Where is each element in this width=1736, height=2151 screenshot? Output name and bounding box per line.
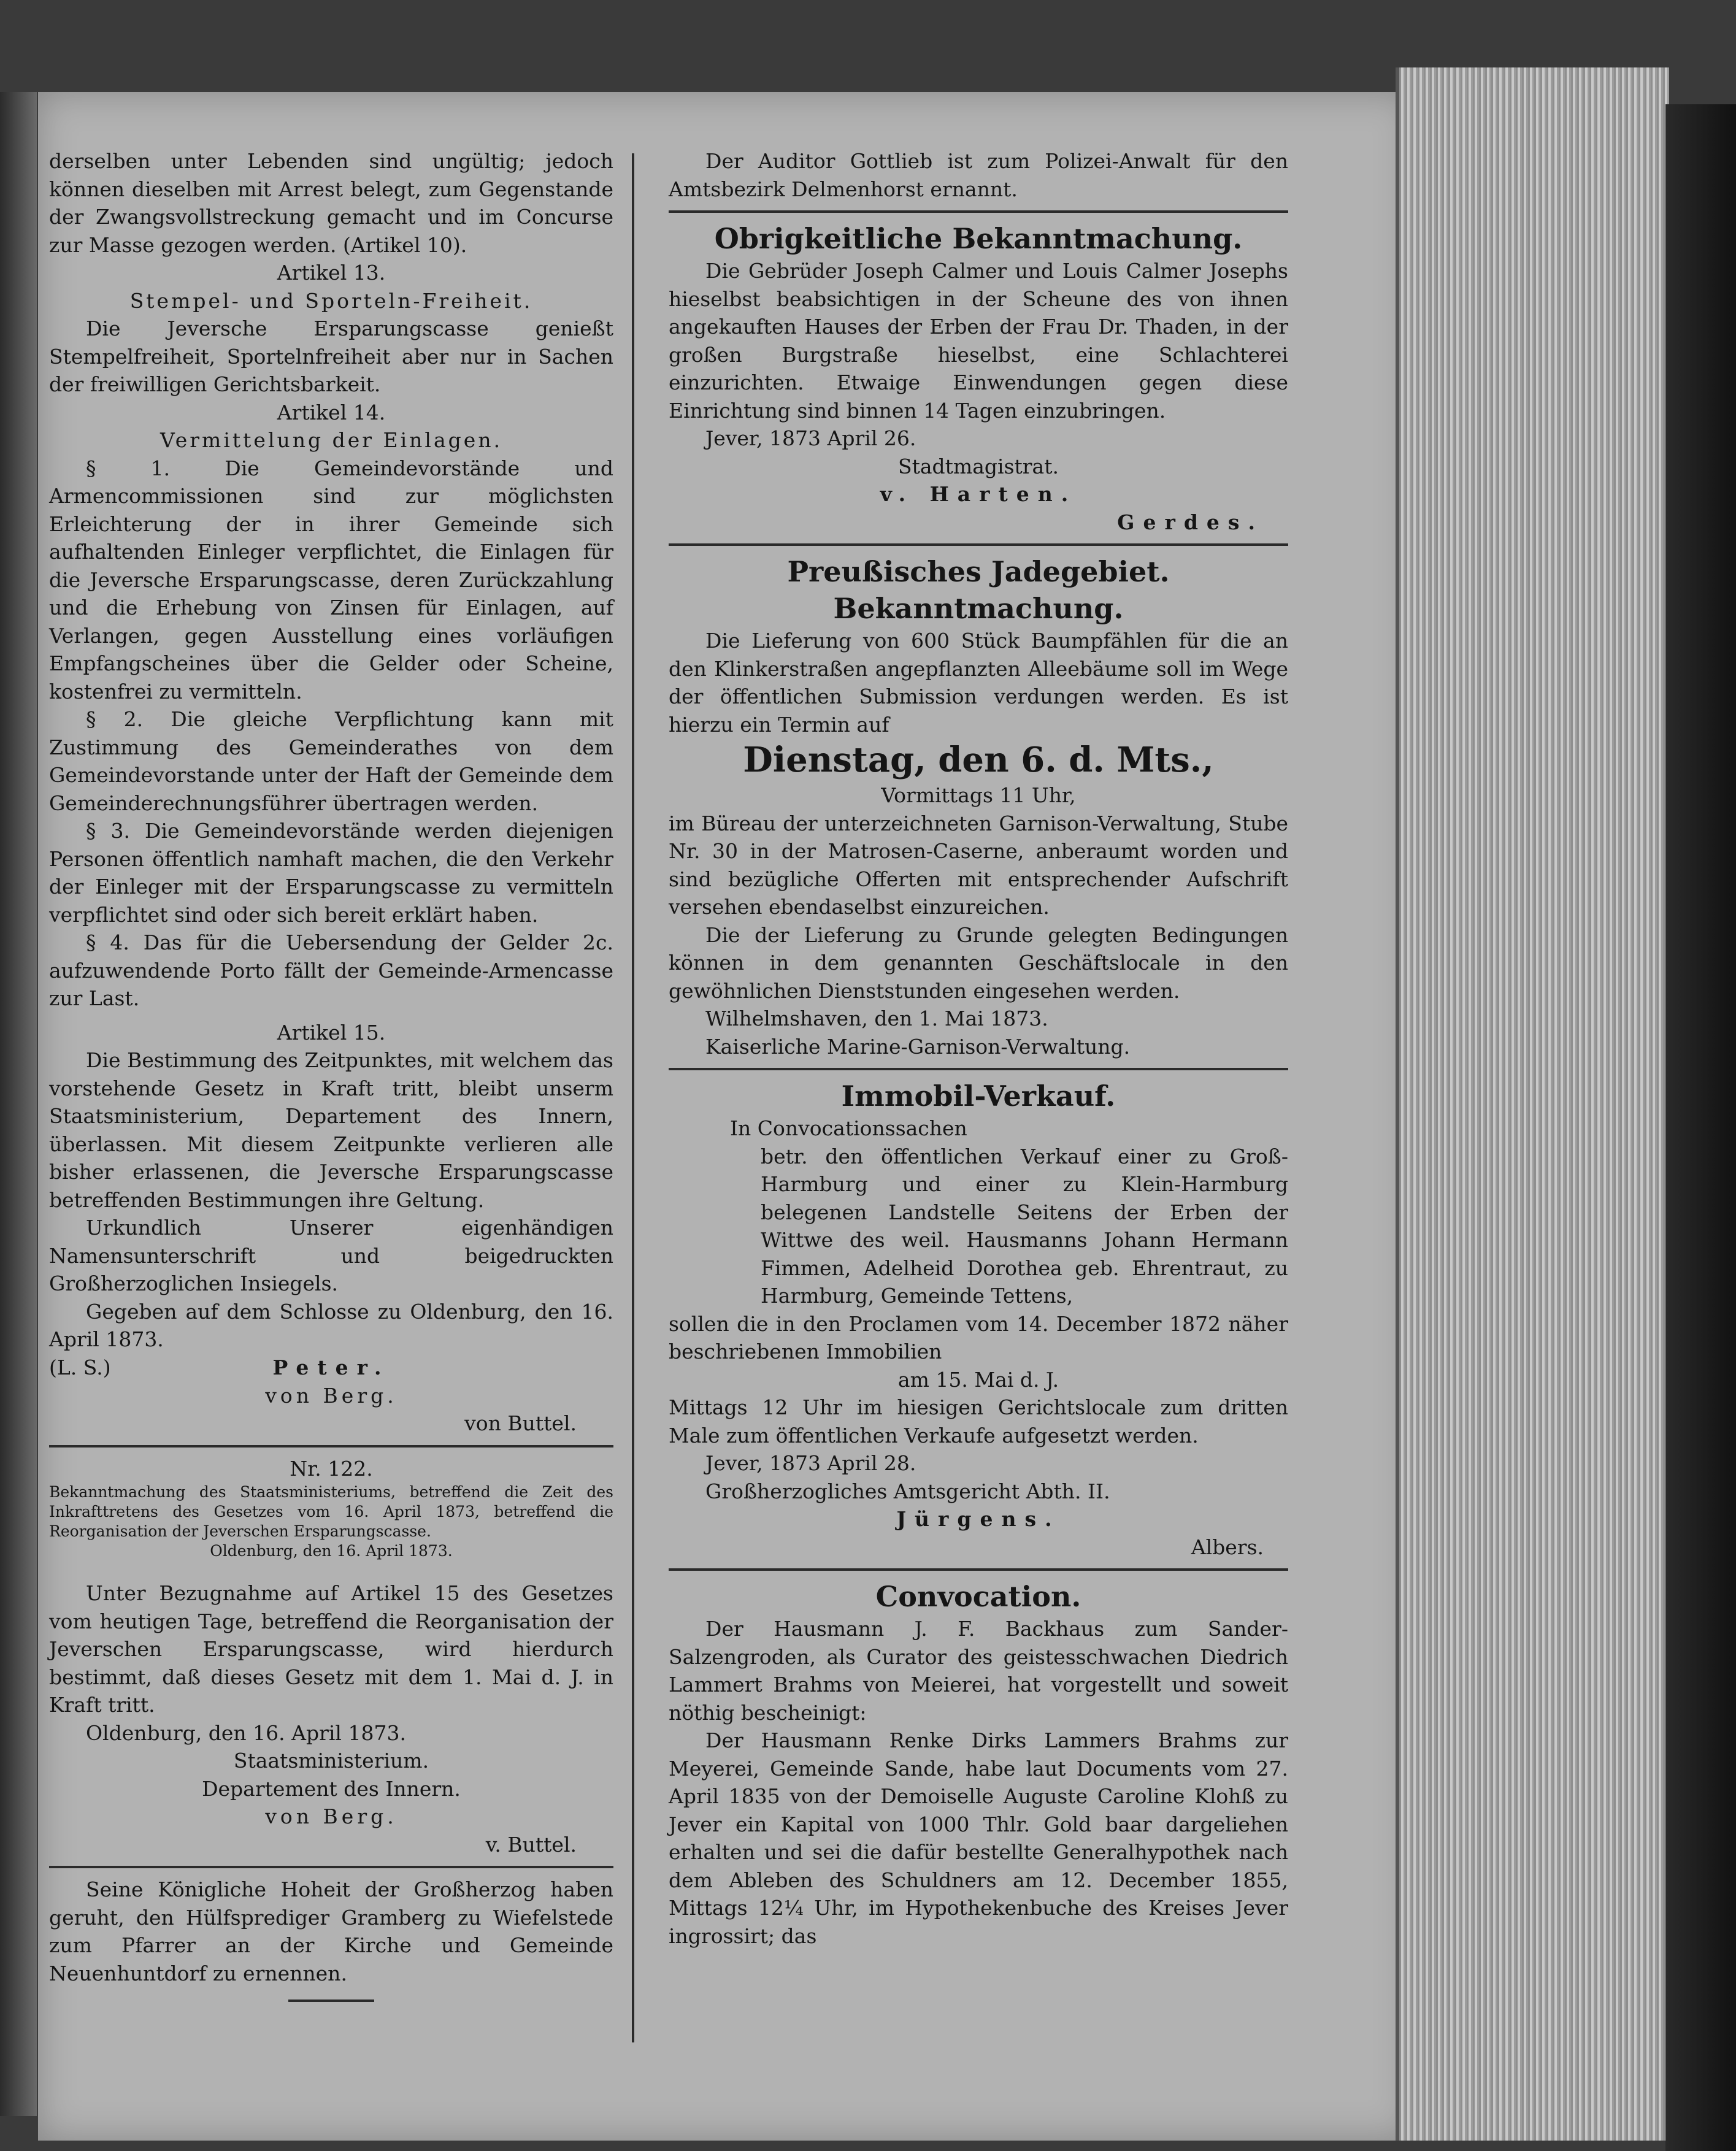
right-rule-3 [669,1068,1288,1070]
immobil-date: Jever, 1873 April 28. [705,1451,916,1475]
right-rule-4 [669,1568,1288,1571]
convocation-text: Der Hausmann J. F. Backhaus zum Sander-Salzengroden, als Curator des geistesschwachen Diedrich Lammert Brahms von Meierei, hat vorgestellt und soweit nöthig bescheinigt: [669,1617,1288,1725]
signature-von-buttel: von Buttel. [464,1411,577,1435]
section-2: § 2. Die gleiche Verpflichtung kann mit Zustimmung des Gemeinderathes von dem Gemeindevorstande unter der Haft der Gemeinde dem Gemeinderechnungsführer übertragen werden. [49,707,613,815]
immobil-betr: betr. den öffentlichen Verkauf einer zu Groß-Harmburg und einer zu Klein-Harmburg belegenen Landstelle Seitens der Erben der Wittwe des weil. Hausmanns Johann Hermann Fimmen, Adelheid Dorothea geb. Ehrentraut, zu Harmburg, Gemeinde Tettens, [761,1144,1288,1308]
article-14-heading: Vermittelung der Einlagen. [159,428,503,452]
obrigkeitliche-text: Die Gebrüder Joseph Calmer und Louis Calmer Josephs hieselbst beabsichtigen in der Scheune des von ihnen angekauften Hauses der Erben der Frau Dr. Thaden, in der großen Burgstraße hieselbst, eine Schlachterei einzurichten. Etwaige Einwendungen gegen diese Einrichtung sind binnen 14 Tagen einzubringen. [669,259,1288,423]
book-page-edges [1396,67,1669,2141]
number-heading: Nr. 122. [290,1456,373,1481]
right-column [669,147,1288,1950]
gegeben-text: Gegeben auf dem Schlosse zu Oldenburg, den 16. April 1873. [49,1299,613,1351]
article-13-title: Artikel 13. [277,261,386,285]
column-divider [632,153,634,2042]
section-3: § 3. Die Gemeindevorstände werden diejenigen Personen öffentlich namhaft machen, die den Verkehr der Einleger mit der Ersparungscasse zu vermitteln verpflichtet sind oder sich bereit erklärt haben. [49,819,613,927]
section-4: § 4. Das für die Uebersendung der Gelder 2c. aufzuwendende Porto fällt der Gemeinde-Armencasse zur Last. [49,930,613,1010]
jadegebiet-title: Preußisches Jadegebiet. [787,555,1170,588]
obrigkeitliche-title: Obrigkeitliche Bekanntmachung. [714,222,1243,255]
section-1: § 1. Die Gemeindevorstände und Armencommissionen sind zur möglichsten Erleichterung der in ihrer Gemeinde sich aufhaltenden Einleger verpflichtet, die Einlagen für die Jeversche Ersparungscasse, deren Zurückzahlung und die Erhebung von Zinsen für Einlagen, auf Verlangen, gegen Ausstellung eines vorläufigen Empfangscheines über die Gelder oder Scheine, kostenfrei zu vermitteln. [49,456,613,704]
stadtmagistrat: Stadtmagistrat. [898,454,1059,478]
signature-von-berg: von Berg. [265,1383,398,1408]
convocation-title: Convocation. [875,1580,1081,1613]
jadegebiet-text: Die Lieferung von 600 Stück Baumpfählen für die an den Klinkerstraßen angepflanzten Alleebäume soll im Wege der öffentlichen Submission verdungen werden. Es ist hierzu ein Termin auf [669,629,1288,737]
obrigkeitliche-date: Jever, 1873 April 26. [705,426,916,450]
signature-albers: Albers. [1191,1535,1264,1559]
immobil-text-2: Mittags 12 Uhr im hiesigen Gerichtslocale zum dritten Male zum öffentlichen Verkaufe aufgesetzt werden. [669,1395,1288,1447]
state-ministry: Staatsministerium. [233,1749,429,1773]
immobil-title: Immobil-Verkauf. [841,1079,1116,1113]
immobil-in: In Convocationssachen [730,1116,967,1140]
article-13-text: Die Jeversche Ersparungscasse genießt Stempelfreiheit, Sportelnfreiheit aber nur in Sachen der freiwilligen Gerichtsbarkeit. [49,316,613,396]
book-left-edge [0,92,37,2116]
jadegebiet-subtitle: Bekanntmachung. [833,592,1124,625]
jadegebiet-date: Wilhelmshaven, den 1. Mai 1873. [705,1006,1048,1030]
number-caption-date: Oldenburg, den 16. April 1873. [210,1542,453,1560]
signature-berg-2: von Berg. [265,1804,398,1828]
number-caption: Bekanntmachung des Staatsministeriums, betreffend die Zeit des Inkrafttretens des Gesetzes vom 16. April 1873, betreffend die Reorganisation der Jeverschen Ersparungscasse. [49,1483,613,1540]
article-13-heading: Stempel- und Sporteln-Freiheit. [129,288,533,313]
signature-juergens: Jürgens. [896,1507,1061,1531]
jadegebiet-text-3: Die der Lieferung zu Grunde gelegten Bedingungen können in dem genannten Geschäftslocale in den gewöhnlichen Dienststunden eingesehen werden. [669,922,1288,1003]
immobil-date-am: am 15. Mai d. J. [897,1367,1059,1392]
left-column [49,147,613,2014]
immobil-court: Großherzogliches Amtsgericht Abth. II. [705,1479,1110,1503]
article-15-title: Artikel 15. [277,1020,386,1045]
department-interior: Departement des Innern. [202,1776,461,1801]
jadegebiet-text-2: im Büreau der unterzeichneten Garnison-Verwaltung, Stube Nr. 30 in der Matrosen-Caserne, anberaumt worden und sind bezügliche Offerten mit entsprechender Aufschrift versehen ebendaselbst einzureichen. [669,811,1288,919]
jadegebiet-signature: Kaiserliche Marine-Garnison-Verwaltung. [705,1034,1131,1059]
immobil-text: sollen die in den Proclamen vom 14. December 1872 näher beschriebenen Immobilien [669,1311,1288,1363]
royal-notice: Seine Königliche Hoheit der Großherzog haben geruht, den Hülfsprediger Gramberg zu Wiefelstede zum Pfarrer an der Kirche und Gemeinde Neuenhuntdorf zu ernennen. [49,1877,613,1985]
right-rule-1 [669,210,1288,213]
number-place-date: Oldenburg, den 16. April 1873. [86,1720,406,1745]
article-15-text: Die Bestimmung des Zeitpunktes, mit welchem das vorstehende Gesetz in Kraft tritt, bleibt unserm Staatsministerium, Departement des Innern, überlassen. Mit diesem Zeitpunkte verlieren alle bisher erlassenen, die Jeversche Ersparungscasse betreffenden Bestimmungen ihre Geltung. [49,1048,613,1212]
auditor-notice: Der Auditor Gottlieb ist zum Polizei-Anwalt für den Amtsbezirk Delmenhorst ernannt. [669,149,1288,201]
article-14-title: Artikel 14. [277,400,386,424]
jadegebiet-day: Dienstag, den 6. d. Mts., [743,740,1214,780]
jadegebiet-time: Vormittags 11 Uhr, [881,783,1076,807]
urkundlich-text: Urkundlich Unserer eigenhändigen Namensunterschrift und beigedruckten Großherzoglichen Insiegels. [49,1216,613,1295]
law-text-continuation: derselben unter Lebenden sind ungültig; jedoch können dieselben mit Arrest belegt, zum Gegenstande der Zwangsvollstreckung gemacht und im Concurse zur Masse gezogen werden. (Artikel 10). [49,149,613,257]
signature-gerdes: Gerdes. [1117,510,1264,534]
number-text: Unter Bezugnahme auf Artikel 15 des Gesetzes vom heutigen Tage, betreffend die Reorganisation der Jeverschen Ersparungscasse, wird hierdurch bestimmt, daß dieses Gesetz mit dem 1. Mai d. J. in Kraft tritt. [49,1581,613,1717]
section-rule [49,1445,613,1447]
book-spine [1665,104,1736,2151]
section-rule-2 [49,1866,613,1868]
seal-mark: (L. S.) [49,1355,111,1379]
end-rule [288,2000,374,2002]
signature-buttel-2: v. Buttel. [485,1832,577,1857]
convocation-text-2: Der Hausmann Renke Dirks Lammers Brahms zur Meyerei, Gemeinde Sande, habe laut Documents vom 27. April 1835 von der Demoiselle Auguste Caroline Klohß zu Jever ein Kapital von 1000 Thlr. Gold baar dargeliehen erhalten und sei die dafür bestellte Generalhypothek nach dem Ableben des Schuldners am 12. December 1855, Mittags 12¼ Uhr, im Hypothekenbuche des Kreises Jever ingrossirt; das [669,1728,1288,1948]
signature-peter: Peter. [272,1355,390,1379]
right-rule-2 [669,543,1288,546]
signature-harten: v. Harten. [880,482,1077,506]
